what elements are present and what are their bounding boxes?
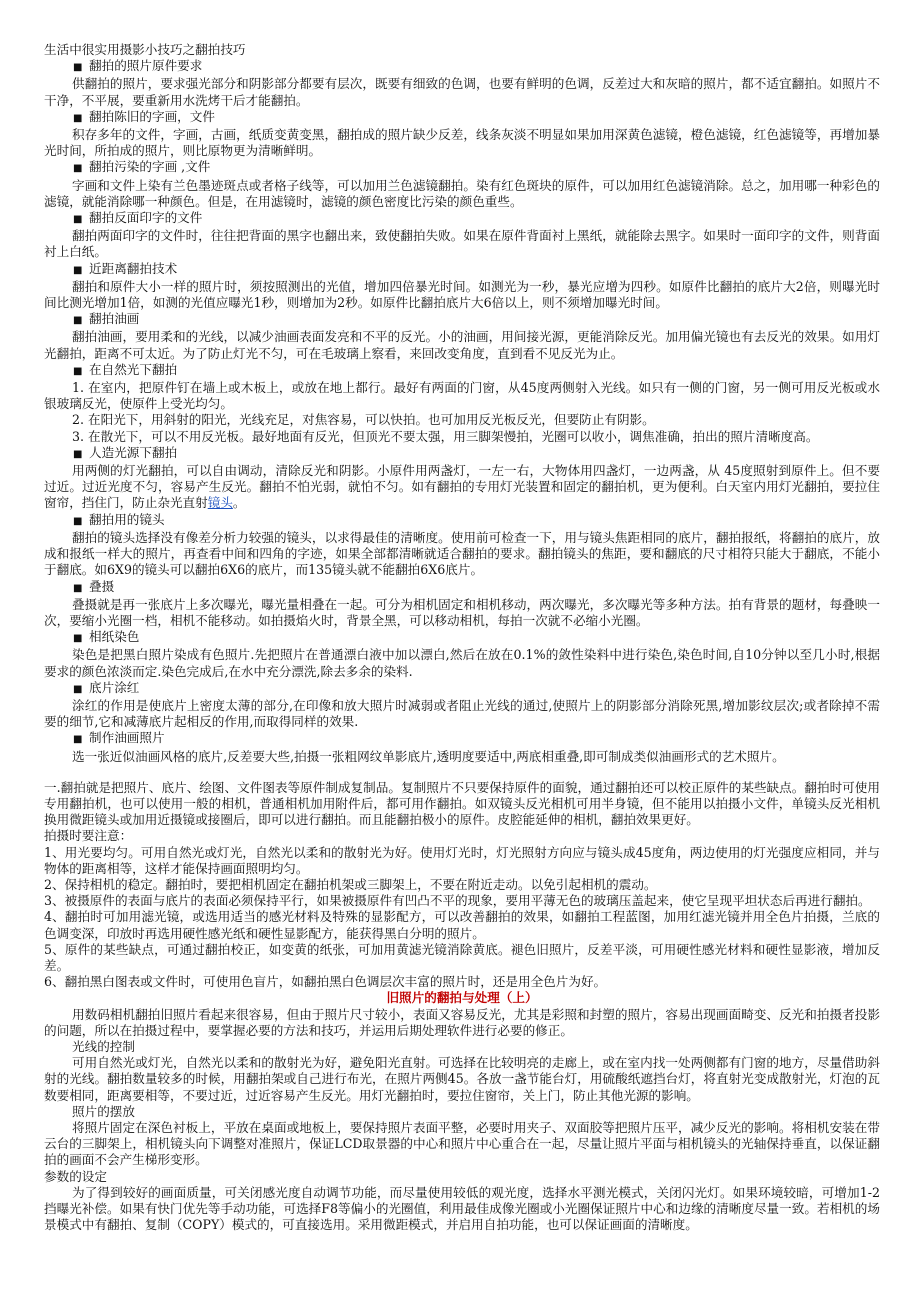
heading-old-paintings: ■ 翻拍陈旧的字画，文件 — [44, 109, 880, 127]
intro-paragraph: 一.翻拍就是把照片、底片、绘图、文件图表等原件制成复制品。复制照片不只要保持原件的面貌，通过翻拍还可以校正原件的某些缺点。翻拍时可使用专用翻拍机，也可以使用一般的相机，普通相机加用附件后，都可用作翻拍。如双镜头反光相机可用半身镜，但不能用以拍摄小文件，单镜头反光相机换用微距镜头或加用近摄镜或接圈后，即可以进行翻拍。而且能翻拍极小的原件。皮腔能延伸的相机，翻拍效果更好。 — [44, 779, 880, 828]
subheading: 参数的设定 — [44, 1168, 107, 1184]
bullet-icon: ■ — [73, 633, 83, 645]
paragraph: 积存多年的文件，字画，古画，纸质变黄变黑，翻拍成的照片缺少反差，线条灰淡不明显如果加用深黄色滤镜，橙色滤镜，红色滤镜等，再增加暴光时间，所拍成的照片，则比原物更为清晰鲜明。 — [44, 127, 880, 159]
bullet-icon: ■ — [73, 112, 83, 124]
document-title: 生活中很实用摄影小技巧之翻拍技巧 — [44, 42, 246, 57]
paragraph: 翻拍两面印字的文件时，往往把背面的黑字也翻出来，致使翻拍失败。如果在原件背面衬上黑纸，就能除去黑字。如果时一面印字的文件，则背面衬上白纸。 — [44, 228, 880, 260]
heading-oil-painting: ■ 翻拍油画 — [44, 311, 880, 329]
heading-artificial-light: ■ 人造光源下翻拍 — [44, 445, 880, 463]
heading-stained-paintings: ■ 翻拍污染的字画 ,文件 — [44, 159, 880, 177]
paragraph: 翻拍和原件大小一样的照片时，须按照测出的光值，增加四倍暴光时间。如测光为一秒，暴光应增为四秒。如原件比翻拍的底片大2倍，则曝光时间比测光增加1倍，如测的光值应曝光1秒，则增加为2秒。如原件比翻拍底片大6倍以上，则不须增加曝光时间。 — [44, 278, 880, 311]
notice-title: 拍摄时要注意： — [44, 828, 133, 844]
bullet-icon: ■ — [73, 448, 83, 460]
notice-item: 6、翻拍黑白图表或文件时，可使用色盲片，如翻拍黑白色调层次丰富的照片时，还是用全色片为好。 — [44, 974, 607, 990]
heading-close-range: ■ 近距离翻拍技术 — [44, 261, 880, 279]
heading-oil-photo: ■ 制作油画照片 — [44, 730, 880, 748]
paragraph: 为了得到较好的画面质量，可关闭感光度自动调节功能，而尽量使用较低的观光度，选择水平测光模式，关闭闪光灯。如果环境较暗，可增加1-2挡曝光补偿。如果有快门优先等手动功能，可选择F8等偏小的光圈值，利用最佳成像光圈或小光圈保证照片中心和边缘的清晰度尽量一致。若相机的场景模式中有翻拍、复制（COPY）模式的，可直接选用。采用微距模式，并启用自拍功能，也可以保证画面的清晰度。 — [44, 1184, 880, 1233]
paragraph: 选一张近似油画风格的底片,反差要大些,拍摄一张粗网纹单影底片,透明度要适中,两底相重叠,即可制成类似油画形式的艺术照片。 — [72, 748, 785, 764]
paragraph: 叠摄就是再一张底片上多次曝光，曝光量相叠在一起。可分为相机固定和相机移动，两次曝光，多次曝光等多种方法。拍有背景的题材，每叠映一次，要缩小光圈一档，相机不能移动。如拍摄焰火时，背景全黑，可以移动相机，每拍一次就不必缩小光圈。 — [44, 596, 880, 628]
numbered-item: 1. 在室内，把原件钉在墙上或木板上，或放在地上都行。最好有两面的门窗，从45度两侧射入光线。如只有一侧的门窗，另一侧可用反光板或水银玻璃反光，使原件上受光均匀。 — [44, 380, 880, 412]
heading-original-requirements: ■ 翻拍的照片原件要求 — [44, 58, 880, 76]
paragraph: 将照片固定在深色衬板上，平放在桌面或地板上，要保持照片表面平整，必要时用夹子、双面胶等把照片压平，减少反光的影响。将相机安装在带云台的三脚架上，相机镜头向下调整对准照片，保证LCD取景器的中心和照片中心重合在一起，尽量让照片平面与相机镜头的光轴保持垂直，以保证翻拍的画面不会产生梯形变形。 — [44, 1120, 880, 1168]
notice-item: 2、保持相机的稳定。翻拍时，要把相机固定在翻拍机架或三脚架上，不要在附近走动。以免引起相机的震动。 — [44, 876, 657, 892]
section-title: 旧照片的翻拍与处理（上） — [386, 990, 538, 1006]
bullet-icon: ■ — [73, 582, 83, 594]
heading-lens: ■ 翻拍用的镜头 — [44, 512, 880, 530]
paragraph: 供翻拍的照片，要求强光部分和阴影部分都要有层次，既要有细致的色调，也要有鲜明的色调，反差过大和灰暗的照片，都不适宜翻拍。如照片不干净，不平展，要重新用水洗烤干后才能翻拍。 — [44, 76, 880, 108]
paragraph: 翻拍的镜头选择没有像差分析力较强的镜头，以求得最佳的清晰度。使用前可检查一下，用与镜头焦距相同的底片，翻拍报纸，将翻拍的底片，放成和报纸一样大的照片，再查看中间和四角的字迹，如果全部都清晰就适合翻拍的要求。翻拍镜头的焦距，要和翻底的尺寸相符只能大于翻底，不能小于翻底。如6X9的镜头可以翻拍6X6的底片，而135镜头就不能翻拍6X6底片。 — [44, 529, 880, 578]
bullet-icon: ■ — [73, 734, 83, 746]
bullet-icon: ■ — [73, 515, 83, 527]
numbered-item: 3. 在散光下，可以不用反光板。最好地面有反光，但顶光不要太强，用三脚架慢拍，光圈可以收小，调焦准确，拍出的照片清晰度高。 — [72, 428, 819, 444]
heading-toning: ■ 相纸染色 — [44, 629, 880, 647]
heading-backside-print: ■ 翻拍反面印字的文件 — [44, 210, 880, 228]
bullet-icon: ■ — [73, 365, 83, 377]
bullet-icon: ■ — [73, 62, 83, 74]
heading-negative-red: ■ 底片涂红 — [44, 680, 880, 698]
paragraph: 用数码相机翻拍旧照片看起来很容易，但由于照片尺寸较小，表面又容易反光，尤其是彩照和封塑的照片，容易出现画面畸变、反光和拍摄者投影的问题，所以在拍摄过程中，要掌握必要的方法和技巧，并运用后期处理软件进行必要的修正。 — [44, 1006, 880, 1038]
lens-link[interactable]: 镜头 — [207, 495, 233, 511]
paragraph: 翻拍油画，要用柔和的光线，以减少油画表面发亮和不平的反光。小的油画，用间接光源，更能消除反光。加用偏光镜也有去反光的效果。如用灯光翻拍，距离不可太近。为了防止灯光不匀，可在毛玻璃上察看，来回改变角度，直到看不见反光为止。 — [44, 329, 880, 361]
spacer — [44, 765, 880, 780]
bullet-icon: ■ — [73, 683, 83, 695]
heading-multiple-exposure: ■ 叠摄 — [44, 579, 880, 597]
paragraph: 用两侧的灯光翻拍，可以自由调动，清除反光和阴影。小原件用两盏灯，一左一右，大物体用四盏灯，一边两盏，从 45度照射到原件上。但不要过近。过近光度不匀，容易产生反光。翻拍不怕光弱，就怕不匀。如有翻拍的专用灯光装置和固定的翻拍机，更为便利。白天室内用灯光翻拍，要拉住窗帘，挡住门，防止杂光直射镜头。 — [44, 463, 880, 511]
paragraph: 涂红的作用是使底片上密度太薄的部分,在印像和放大照片时减弱或者阻止光线的通过,使照片上的阴影部分消除死黑,增加影纹层次;或者除掉不需要的细节,它和减薄底片起相反的作用,而取得同样的效果. — [44, 697, 880, 730]
notice-item: 4、翻拍时可加用滤光镜，或选用适当的感光材料及特殊的显影配方，可以改善翻拍的效果，如翻拍工程蓝图，加用红滤光镜并用全色片拍摄，兰底的色调变深，印放时再选用硬性感光纸和硬性显影配方，能获得黑白分明的照片。 — [44, 909, 880, 941]
notice-item: 3、被摄原件的表面与底片的表面必须保持平行，如果被摄原件有凹凸不平的现象，要用平薄无色的玻璃压盖起来，使它呈现平坦状态后再进行翻拍。 — [44, 893, 871, 909]
paragraph: 可用自然光或灯光，自然光以柔和的散射光为好，避免阳光直射。可选择在比较明亮的走廊上，或在室内找一处两侧都有门窗的地方，尽量借助斜射的光线。翻拍数量较多的时候，用翻拍架或自己进行布光，在照片两侧45。各放一盏节能台灯，用硫酸纸遮挡台灯，将直射光变成散射光，灯泡的瓦数要相同，距离要相等，不要过近，过近容易产生反光。用灯光翻拍时，要拉住窗帘，关上门，防止其他光源的影响。 — [44, 1055, 880, 1103]
notice-item: 1、用光要均匀。可用自然光或灯光，自然光以柔和的散射光为好。使用灯光时，灯光照射方向应与镜头成45度角，两边使用的灯光强度应相同，并与物体的距离相等，这样才能保持画面照明均匀。 — [44, 844, 880, 876]
subheading: 照片的摆放 — [72, 1103, 135, 1119]
paragraph: 字画和文件上染有兰色墨迹斑点或者格子线等，可以加用兰色滤镜翻拍。染有红色斑块的原件，可以加用红色滤镜消除。总之，加用哪一种彩色的滤镜，就能消除哪一种颜色。但是，在用滤镜时，滤镜的颜色密度比污染的颜色重些。 — [44, 177, 880, 209]
notice-item: 5、原件的某些缺点，可通过翻拍校正，如变黄的纸张，可加用黄滤光镜消除黄底。褪色旧照片，反差平淡，可用硬性感光材料和硬性显影液，增加反差。 — [44, 941, 880, 973]
bullet-icon: ■ — [73, 214, 83, 226]
bullet-icon: ■ — [73, 315, 83, 327]
subheading: 光线的控制 — [72, 1038, 135, 1054]
paragraph: 染色是把黑白照片染成有色照片.先把照片在普通漂白液中加以漂白,然后在放在0.1%的敛性染料中进行染色,染色时间,自10分钟以至几小时,根据要求的颜色浓淡而定.染色完成后,在水中充分漂洗,除去多余的染料. — [44, 647, 880, 679]
heading-natural-light: ■ 在自然光下翻拍 — [44, 362, 880, 380]
bullet-icon: ■ — [73, 163, 83, 175]
bullet-icon: ■ — [73, 264, 83, 276]
numbered-item: 2. 在阳光下，用斜射的阳光，光线充足，对焦容易，可以快拍。也可加用反光板反光，但要防止有阴影。 — [72, 412, 655, 428]
